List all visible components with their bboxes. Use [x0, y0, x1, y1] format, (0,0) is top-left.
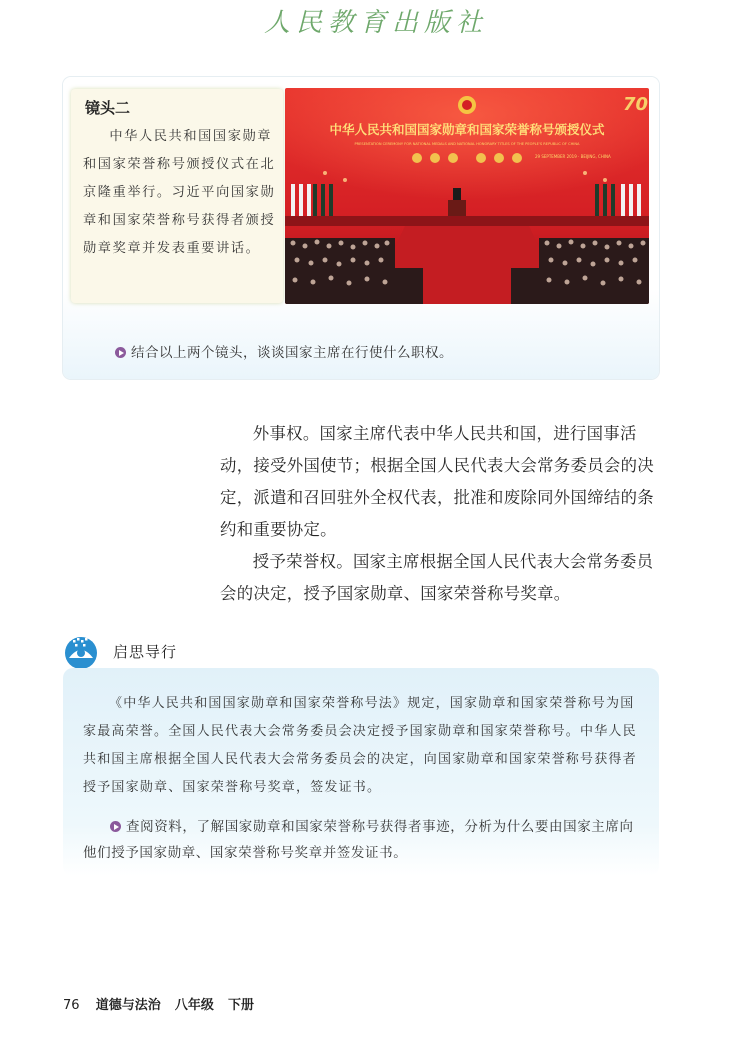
- page-number: 76: [63, 998, 80, 1013]
- play-bullet-icon: [115, 347, 126, 358]
- main-text: [220, 418, 660, 610]
- paragraph-foreign-affairs: 外事权。国家主席代表中华人民共和国，进行国事活动，接受外国使节；根据全国人民代表大会常务委员会的决定，派遣和召回驻外全权代表，批准和废除同外国缔结的条约和重要协定。: [220, 424, 654, 539]
- grade-label: 八年级: [174, 998, 214, 1013]
- case-title: 镜头二: [85, 99, 131, 117]
- case-body: 中华人民共和国国家勋章和国家荣誉称号颁授仪式在北京隆重举行。习近平向国家勋章和国家荣誉称号获得者颁授勋章奖章并发表重要讲话。: [83, 129, 276, 256]
- case-box: [63, 77, 659, 379]
- reflection-law-text: 《中华人民共和国国家勋章和国家荣誉称号法》规定，国家勋章和国家荣誉称号为国家最高荣誉。全国人民代表大会常务委员会决定授予国家勋章和国家荣誉称号。中华人民共和国主席根据全国人民代表大会常务委员会的决定，向国家勋章和国家荣誉称号获得者授予国家勋章、国家荣誉称号奖章，签发证书。: [83, 696, 637, 795]
- section-title: 启思导行: [113, 643, 178, 661]
- reflection-box: [63, 668, 659, 876]
- banner-subtitle: PRESENTATION CEREMONY FOR NATIONAL MEDALS AND NATIONAL HONORARY TITLES OF THE PEOPLE'S REPUBLIC OF CHINA: [354, 142, 580, 146]
- banner-date: 29 SEPTEMBER 2019 · BEIJING, CHINA: [535, 154, 611, 159]
- book-title: 道德与法治: [95, 998, 161, 1013]
- banner-title: 中华人民共和国国家勋章和国家荣誉称号颁授仪式: [329, 122, 605, 137]
- page-footer: [63, 994, 264, 1013]
- play-bullet-icon: [110, 821, 121, 832]
- national-emblem-icon: [458, 96, 476, 114]
- ceremony-photo: [285, 88, 649, 304]
- reflection-question-text: 查阅资料，了解国家勋章和国家荣誉称号获得者事迹，分析为什么要由国家主席向他们授予国家勋章、国家荣誉称号奖章并签发证书。: [83, 819, 634, 861]
- paragraph-honors: 授予荣誉权。国家主席根据全国人民代表大会常务委员会的决定，授予国家勋章、国家荣誉称号奖章。: [220, 552, 654, 603]
- anniversary-badge: 70: [623, 94, 649, 115]
- reflection-section-icon: [64, 636, 98, 670]
- case-question: [115, 341, 453, 361]
- volume-label: 下册: [228, 998, 255, 1013]
- publisher-logo: 人民教育出版社: [263, 8, 488, 38]
- reflection-question: [83, 814, 643, 866]
- case-text-panel: [71, 89, 283, 303]
- case-question-text: 结合以上两个镜头，谈谈国家主席在行使什么职权。: [131, 345, 453, 361]
